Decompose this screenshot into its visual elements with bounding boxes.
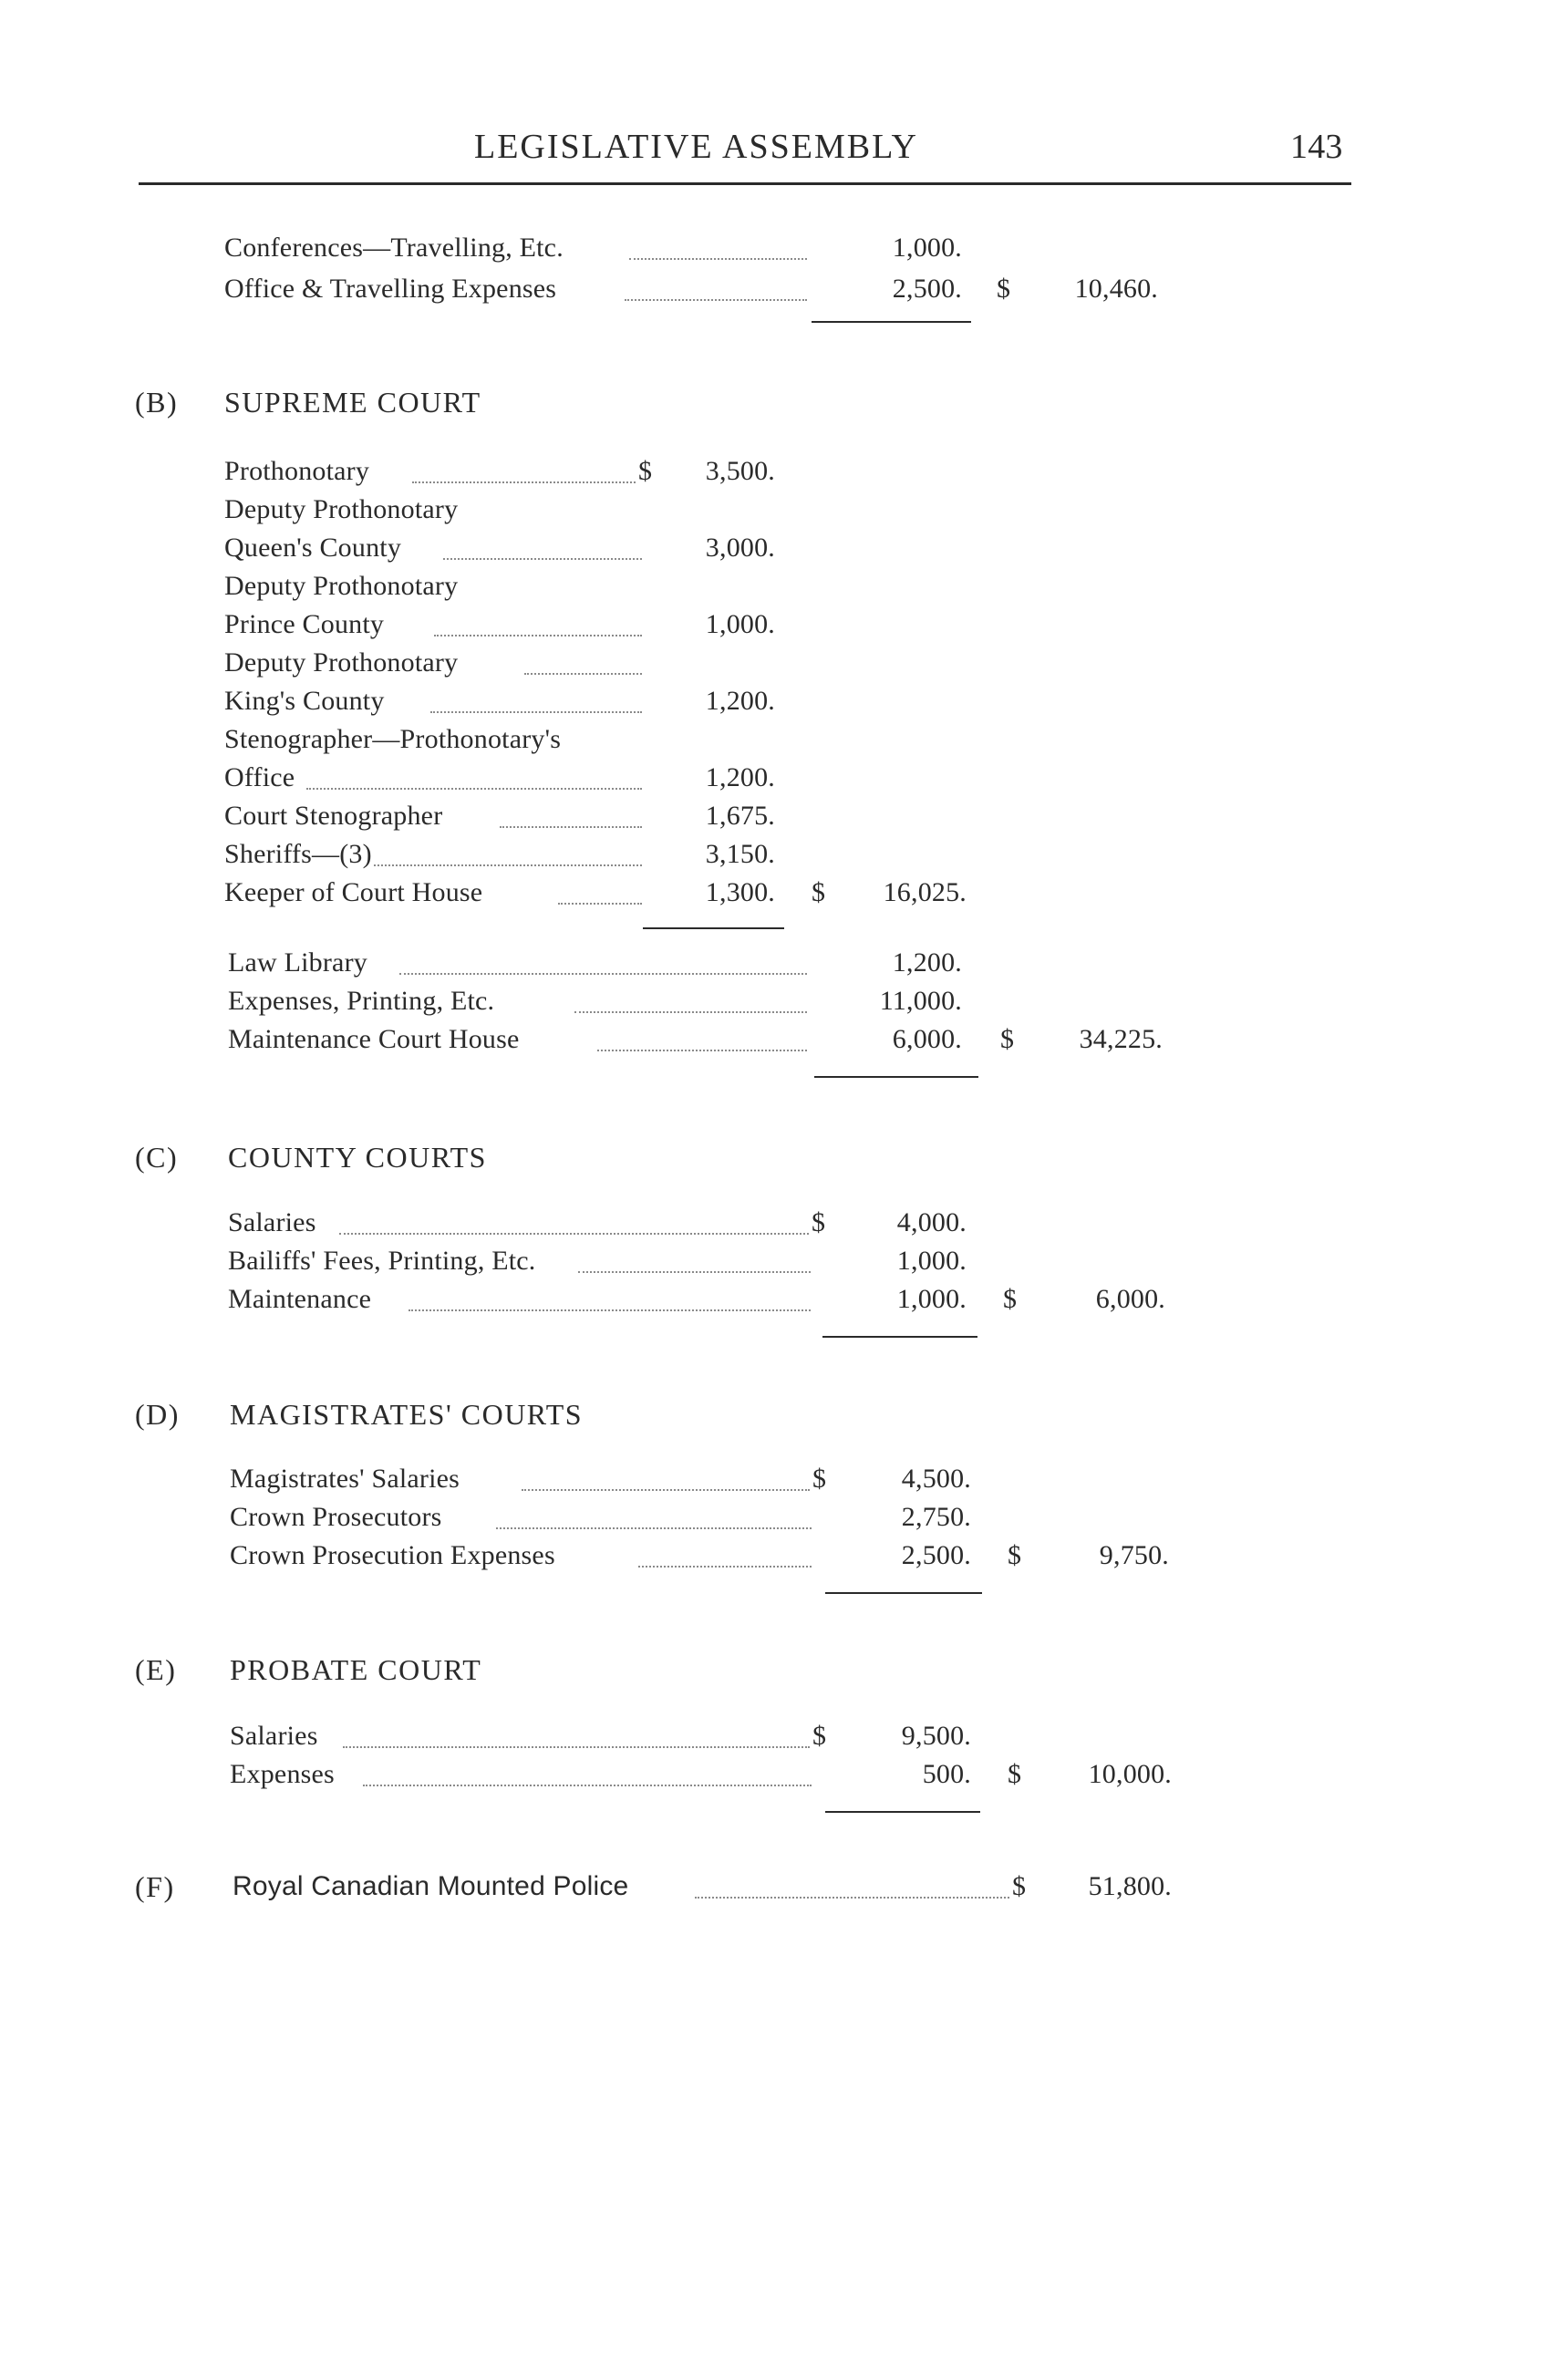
line-item-label: Prince County <box>224 609 385 639</box>
leader-dots <box>409 1309 811 1311</box>
leader-dots <box>522 1489 810 1491</box>
leader-dots <box>638 1566 812 1568</box>
section-total: 10,000. <box>1088 1759 1172 1789</box>
page-number: 143 <box>1290 128 1343 166</box>
leader-dots <box>496 1527 812 1529</box>
line-item-amount: 1,675. <box>705 801 775 831</box>
line-item-amount: 1,000. <box>896 1284 967 1314</box>
currency-sign: $ <box>1008 1540 1022 1570</box>
total-rule <box>812 321 971 323</box>
currency-sign: $ <box>1000 1024 1015 1054</box>
section-letter: (B) <box>135 386 179 419</box>
line-item-label: Court Stenographer <box>224 801 443 831</box>
section-letter: (D) <box>135 1398 180 1431</box>
line-item-amount: 1,200. <box>705 686 775 716</box>
total-rule <box>825 1592 982 1594</box>
section-total: 51,800. <box>1088 1871 1172 1901</box>
section-total: 34,225. <box>1079 1024 1163 1054</box>
section-letter: (E) <box>135 1653 177 1686</box>
leader-dots <box>434 635 642 636</box>
leader-dots <box>500 826 642 828</box>
line-item-amount: 500. <box>922 1759 971 1789</box>
line-item-label: King's County <box>224 686 385 716</box>
leader-dots <box>430 711 642 713</box>
total-rule <box>814 1076 978 1078</box>
currency-sign: $ <box>997 274 1011 304</box>
line-item-amount: 3,150. <box>705 839 775 869</box>
line-item-label: Royal Canadian Mounted Police <box>233 1871 629 1901</box>
leader-dots <box>339 1233 809 1235</box>
leader-dots <box>574 1011 807 1013</box>
total-rule <box>825 1811 980 1813</box>
currency-sign: $ <box>638 456 653 486</box>
leader-dots <box>597 1050 807 1051</box>
line-item-amount: 1,000. <box>705 609 775 639</box>
line-item-amount: 11,000. <box>879 986 962 1016</box>
currency-sign: $ <box>812 1721 827 1751</box>
line-item-label: Crown Prosecutors <box>230 1502 442 1532</box>
line-item-amount: 9,500. <box>901 1721 971 1751</box>
currency-sign: $ <box>1008 1759 1022 1789</box>
line-item-amount: 1,000. <box>892 233 962 263</box>
section-title: MAGISTRATES' COURTS <box>230 1398 584 1431</box>
line-item-label: Office & Travelling Expenses <box>224 274 557 304</box>
subtotal-rule <box>643 927 784 929</box>
currency-sign: $ <box>1012 1871 1027 1901</box>
top-total: 10,460. <box>1074 274 1158 304</box>
leader-dots <box>443 558 642 560</box>
leader-dots <box>343 1746 810 1748</box>
line-item-amount: 3,500. <box>705 456 775 486</box>
leader-dots <box>399 973 807 975</box>
line-item-amount: 4,000. <box>896 1207 967 1237</box>
line-item-amount: 1,300. <box>705 877 775 907</box>
line-item-label: Conferences—Travelling, Etc. <box>224 233 564 263</box>
section-title: COUNTY COURTS <box>228 1141 487 1174</box>
leader-dots <box>524 673 642 675</box>
currency-sign: $ <box>812 877 826 907</box>
line-item-label: Deputy Prothonotary <box>224 494 459 524</box>
line-item-label: Law Library <box>228 947 367 978</box>
currency-sign: $ <box>812 1207 826 1237</box>
page-title: LEGISLATIVE ASSEMBLY <box>474 128 918 166</box>
leader-dots <box>558 903 642 905</box>
leader-dots <box>625 299 807 301</box>
line-item-label: Queen's County <box>224 533 402 563</box>
line-item-label: Sheriffs—(3) <box>224 839 372 869</box>
section-title: SUPREME COURT <box>224 386 481 419</box>
leader-dots <box>695 1897 1009 1899</box>
section-total: 6,000. <box>1095 1284 1165 1314</box>
section-letter: (F) <box>135 1870 175 1903</box>
section-title: PROBATE COURT <box>230 1653 482 1686</box>
currency-sign: $ <box>812 1464 827 1494</box>
line-item-label: Expenses <box>230 1759 335 1789</box>
section-total: 9,750. <box>1099 1540 1169 1570</box>
leader-dots <box>306 788 642 790</box>
line-item-label: Maintenance Court House <box>228 1024 520 1054</box>
line-item-amount: 4,500. <box>901 1464 971 1494</box>
line-item-amount: 2,750. <box>901 1502 971 1532</box>
line-item-amount: 2,500. <box>892 274 962 304</box>
line-item-label: Deputy Prothonotary <box>224 571 459 601</box>
line-item-label: Deputy Prothonotary <box>224 647 459 678</box>
line-item-label: Stenographer—Prothonotary's <box>224 724 562 754</box>
line-item-label: Keeper of Court House <box>224 877 483 907</box>
leader-dots <box>412 481 636 483</box>
line-item-label: Maintenance <box>228 1284 372 1314</box>
line-item-label: Salaries <box>228 1207 316 1237</box>
subtotal-amount: 16,025. <box>883 877 967 907</box>
line-item-label: Office <box>224 762 295 792</box>
total-rule <box>822 1336 977 1338</box>
line-item-amount: 1,200. <box>705 762 775 792</box>
line-item-amount: 3,000. <box>705 533 775 563</box>
leader-dots <box>629 258 807 260</box>
line-item-label: Expenses, Printing, Etc. <box>228 986 495 1016</box>
line-item-label: Magistrates' Salaries <box>230 1464 460 1494</box>
currency-sign: $ <box>1003 1284 1018 1314</box>
header-rule <box>139 182 1351 185</box>
line-item-label: Crown Prosecution Expenses <box>230 1540 555 1570</box>
line-item-amount: 1,000. <box>896 1246 967 1276</box>
line-item-label: Prothonotary <box>224 456 370 486</box>
line-item-amount: 1,200. <box>892 947 962 978</box>
line-item-label: Salaries <box>230 1721 318 1751</box>
leader-dots <box>363 1785 812 1786</box>
line-item-amount: 2,500. <box>901 1540 971 1570</box>
leader-dots <box>578 1271 811 1273</box>
leader-dots <box>374 864 642 866</box>
line-item-amount: 6,000. <box>892 1024 962 1054</box>
section-letter: (C) <box>135 1141 179 1174</box>
line-item-label: Bailiffs' Fees, Printing, Etc. <box>228 1246 536 1276</box>
